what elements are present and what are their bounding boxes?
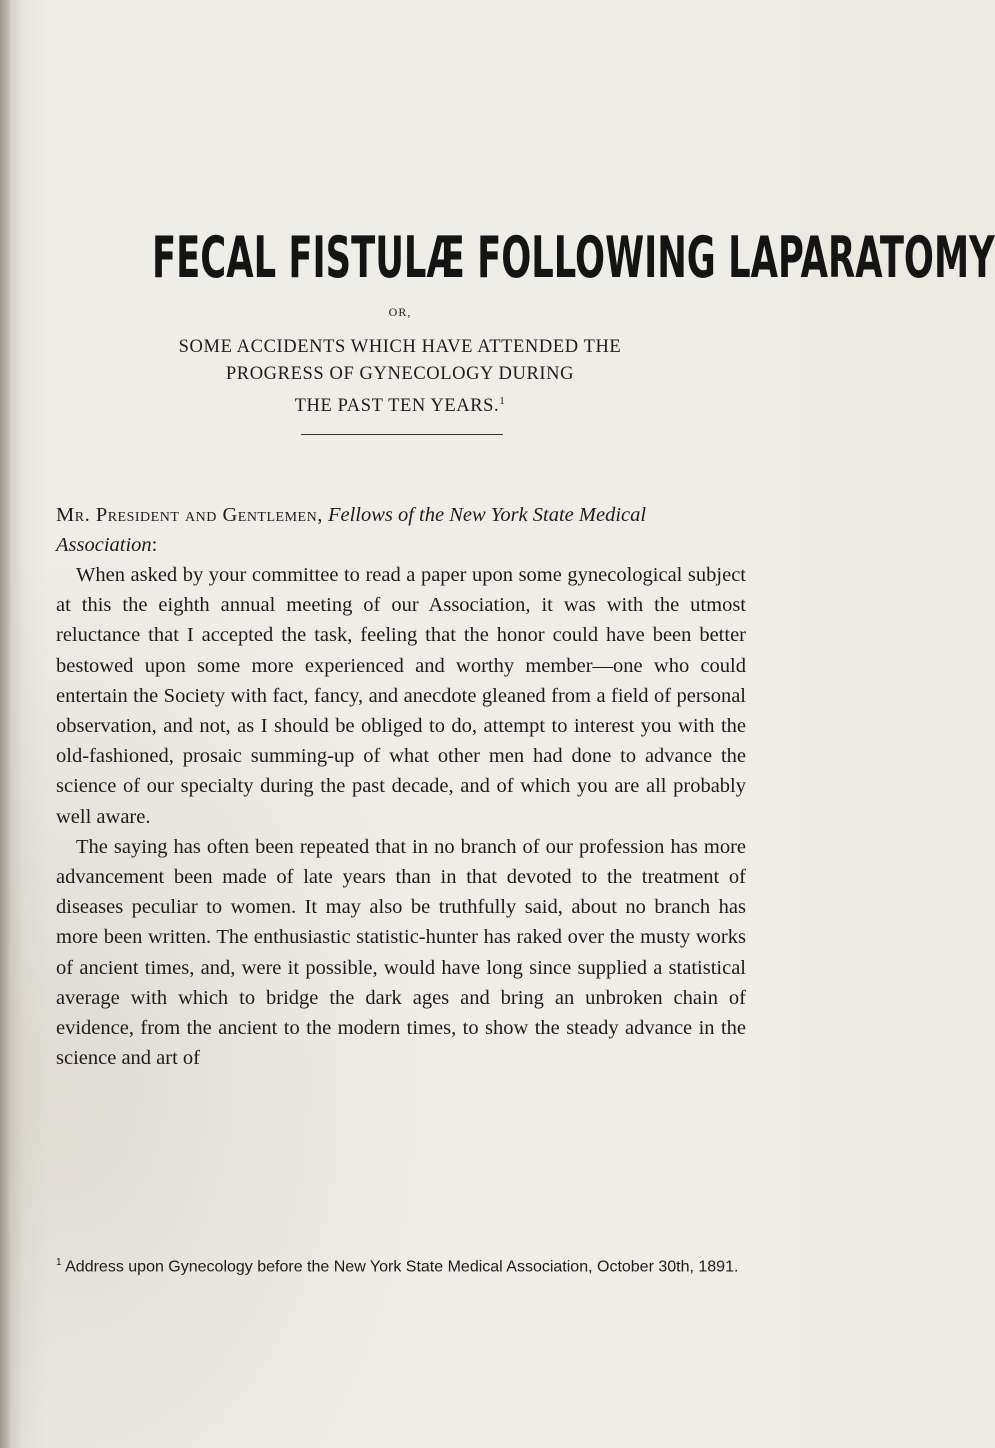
body-text bbox=[56, 560, 746, 1073]
section-divider bbox=[301, 434, 503, 435]
subtitle-line-1: SOME ACCIDENTS WHICH HAVE ATTENDED THE bbox=[178, 337, 622, 357]
footnote-mark: 1 bbox=[56, 1257, 62, 1268]
paragraph-2: The saying has often been repeated that in no branch of our profession has more advancement been made of late years than in that devoted to the treatment of diseases peculiar to women. It may also be truthfully said, about no branch has more been written. The enthusiastic statistic-hunter has raked over the musty works of ancient times, and, were it possible, would have long since supplied a statistical average with which to bridge the dark ages and bring an unbroken chain of evidence, from the ancient to the modern times, to show the steady advance in the science and art of bbox=[56, 835, 746, 1070]
salutation bbox=[56, 500, 746, 560]
subtitle-footnote-mark: 1 bbox=[499, 395, 506, 407]
salutation-colon: : bbox=[151, 534, 158, 556]
page-title: FECAL FISTULÆ FOLLOWING LAPARATOMY bbox=[152, 225, 995, 291]
title-conjunction: OR, bbox=[388, 305, 412, 319]
subtitle-line-3 bbox=[60, 388, 740, 420]
page-binding-edge bbox=[0, 0, 10, 1448]
subtitle-line-3-text: THE PAST TEN YEARS. bbox=[294, 396, 500, 417]
salutation-fellows: Fellows of the New York State Medical Association bbox=[56, 504, 647, 556]
footnote-text: Address upon Gynecology before the New York State Medical Association, October 30th, 1891. bbox=[65, 1258, 739, 1276]
salutation-address: Mr. President and Gentlemen, bbox=[56, 504, 323, 526]
paragraph-1: When asked by your committee to read a paper upon some gynecological subject at this the eighth annual meeting of our Association, it was with the utmost reluctance that I accepted the task, feeling that the honor could have been better bestowed upon some more experienced and worthy member—one who could entertain the Society with fact, fancy, and anecdote gleaned from a field of personal observation, and not, as I should be obliged to do, attempt to interest you with the old-fashioned, prosaic summing-up of what other men had done to advance the science of our specialty during the past decade, and of which you are all probably well aware. bbox=[56, 564, 746, 828]
subtitle bbox=[60, 334, 740, 420]
footnote bbox=[56, 1252, 746, 1277]
subtitle-line-2: PROGRESS OF GYNECOLOGY DURING bbox=[225, 364, 575, 384]
